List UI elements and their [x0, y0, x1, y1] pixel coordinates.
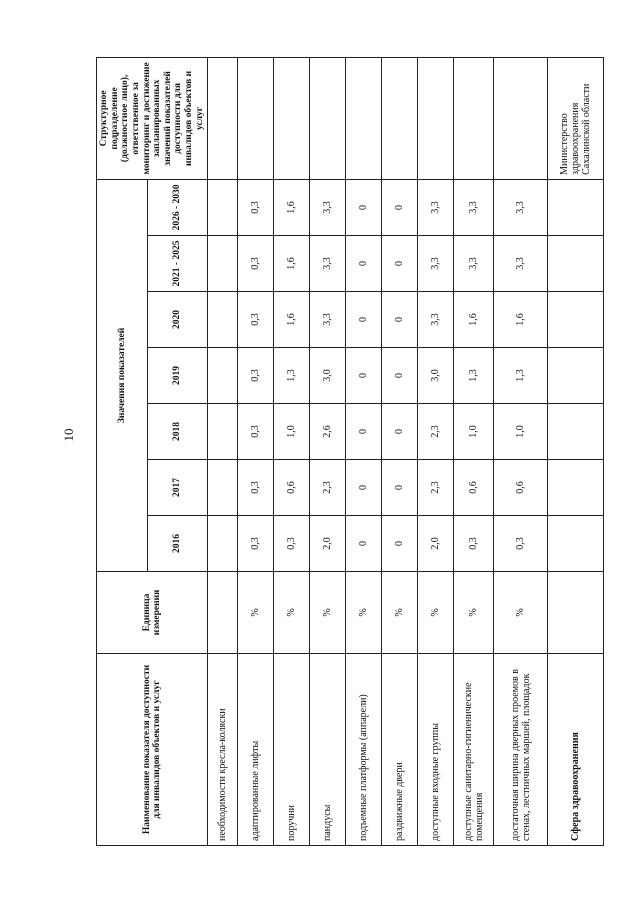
table-row	[454, 57, 494, 845]
value-cell	[208, 236, 238, 292]
value-cell: 0	[382, 348, 418, 404]
indicator-name: доступные входные группы	[418, 654, 454, 846]
section-responsible: Министерство здравоохранения Сахалинской области	[548, 57, 604, 179]
page-number: 10	[61, 428, 76, 442]
indicator-name: необходимости кресла-коляски	[208, 654, 238, 846]
value-cell: 1,3	[274, 348, 310, 404]
value-cell: 1,0	[494, 404, 548, 460]
value-cell: 0	[346, 404, 382, 460]
empty-cell	[548, 572, 604, 654]
value-cell	[208, 179, 238, 235]
value-cell: 0,3	[274, 516, 310, 572]
value-cell	[208, 348, 238, 404]
value-cell: 0,3	[238, 179, 274, 235]
empty-cell	[548, 236, 604, 292]
value-cell: 1,6	[494, 292, 548, 348]
unit-cell: %	[418, 572, 454, 654]
value-cell: 0	[382, 516, 418, 572]
header-year: 2016	[148, 516, 208, 572]
value-cell: 0	[346, 348, 382, 404]
value-cell: 1,6	[274, 292, 310, 348]
value-cell: 3,3	[494, 179, 548, 235]
value-cell	[208, 460, 238, 516]
value-cell: 0	[346, 236, 382, 292]
value-cell: 2,0	[310, 516, 346, 572]
value-cell: 3,3	[418, 236, 454, 292]
value-cell	[208, 404, 238, 460]
value-cell: 0,6	[274, 460, 310, 516]
responsible-cell	[494, 57, 548, 179]
empty-cell	[548, 460, 604, 516]
unit-cell: %	[346, 572, 382, 654]
responsible-cell	[238, 57, 274, 179]
unit-cell: %	[494, 572, 548, 654]
value-cell: 0	[382, 179, 418, 235]
value-cell: 0,3	[238, 292, 274, 348]
value-cell: 0,3	[238, 348, 274, 404]
value-cell: 0	[346, 292, 382, 348]
responsible-cell	[454, 57, 494, 179]
value-cell: 0,3	[238, 404, 274, 460]
header-year: 2021 - 2025	[148, 236, 208, 292]
value-cell: 3,0	[310, 348, 346, 404]
unit-cell: %	[238, 572, 274, 654]
value-cell: 0	[346, 179, 382, 235]
value-cell: 0,3	[494, 516, 548, 572]
empty-cell	[548, 516, 604, 572]
value-cell: 0	[382, 292, 418, 348]
unit-cell: %	[382, 572, 418, 654]
section-name	[548, 654, 604, 846]
value-cell: 0	[346, 516, 382, 572]
value-cell: 2,3	[418, 404, 454, 460]
value-cell: 0,3	[238, 460, 274, 516]
indicator-name: поручни	[274, 654, 310, 846]
value-cell: 2,6	[310, 404, 346, 460]
header-year: 2020	[148, 292, 208, 348]
value-cell	[208, 516, 238, 572]
value-cell: 3,0	[418, 348, 454, 404]
responsible-cell	[208, 57, 238, 179]
section-row	[548, 57, 604, 845]
table-row	[208, 57, 238, 845]
value-cell: 1,6	[274, 236, 310, 292]
value-cell: 1,6	[274, 179, 310, 235]
value-cell: 0,3	[454, 516, 494, 572]
value-cell: 3,3	[310, 292, 346, 348]
value-cell: 1,0	[454, 404, 494, 460]
table-row	[418, 57, 454, 845]
responsible-cell	[310, 57, 346, 179]
accessibility-indicators-table	[96, 57, 604, 846]
empty-cell	[548, 404, 604, 460]
table-row	[494, 57, 548, 845]
header-responsible: Структурное подразделение (должностное лицо), ответственное за мониторинг и достижение запланированных значений показателей доступности для инвалидов объектов и услуг	[97, 57, 208, 179]
unit-cell	[208, 572, 238, 654]
value-cell: 1,3	[494, 348, 548, 404]
value-cell: 3,3	[454, 236, 494, 292]
header-year: 2017	[148, 460, 208, 516]
value-cell: 0	[346, 460, 382, 516]
value-cell: 1,0	[274, 404, 310, 460]
unit-cell: %	[310, 572, 346, 654]
responsible-cell	[418, 57, 454, 179]
header-year: 2026 - 2030	[148, 179, 208, 235]
responsible-cell	[382, 57, 418, 179]
value-cell: 0,6	[454, 460, 494, 516]
value-cell: 1,3	[454, 348, 494, 404]
value-cell: 3,3	[454, 179, 494, 235]
value-cell: 3,3	[310, 179, 346, 235]
table-row	[346, 57, 382, 845]
table-row	[274, 57, 310, 845]
value-cell	[208, 292, 238, 348]
unit-cell: %	[274, 572, 310, 654]
value-cell: 0	[382, 460, 418, 516]
header-year: 2018	[148, 404, 208, 460]
table-row	[238, 57, 274, 845]
rotated-table-container	[96, 58, 593, 846]
value-cell: 3,3	[310, 236, 346, 292]
unit-cell: %	[454, 572, 494, 654]
empty-cell	[548, 292, 604, 348]
indicator-name: раздвижные двери	[382, 654, 418, 846]
header-indicator-name: Наименование показателя доступности для инвалидов объектов и услуг	[97, 654, 208, 846]
table-row	[382, 57, 418, 845]
table-row	[310, 57, 346, 845]
responsible-cell	[274, 57, 310, 179]
value-cell: 2,3	[310, 460, 346, 516]
value-cell: 0	[382, 236, 418, 292]
value-cell: 0,3	[238, 236, 274, 292]
indicator-name: достаточная ширина дверных проемов в стенах, лестничных маршей, площадок	[494, 654, 548, 846]
value-cell: 3,3	[418, 292, 454, 348]
section-title: Сфера здравоохранения	[570, 732, 582, 841]
empty-cell	[548, 348, 604, 404]
value-cell: 0	[382, 404, 418, 460]
empty-cell	[548, 179, 604, 235]
responsible-cell	[346, 57, 382, 179]
value-cell: 2,0	[418, 516, 454, 572]
indicator-name: адаптированные лифты	[238, 654, 274, 846]
indicator-name: доступные санитарно-гигиенические помещения	[454, 654, 494, 846]
value-cell: 0,6	[494, 460, 548, 516]
value-cell: 3,3	[494, 236, 548, 292]
header-values: Значения показателей	[97, 179, 148, 571]
header-unit: Единица измерения	[97, 572, 208, 654]
value-cell: 3,3	[418, 179, 454, 235]
value-cell: 2,3	[418, 460, 454, 516]
indicator-name: подъемные платформы (аппарели)	[346, 654, 382, 846]
header-year: 2019	[148, 348, 208, 404]
value-cell: 0,3	[238, 516, 274, 572]
indicator-name: пандусы	[310, 654, 346, 846]
value-cell: 1,6	[454, 292, 494, 348]
